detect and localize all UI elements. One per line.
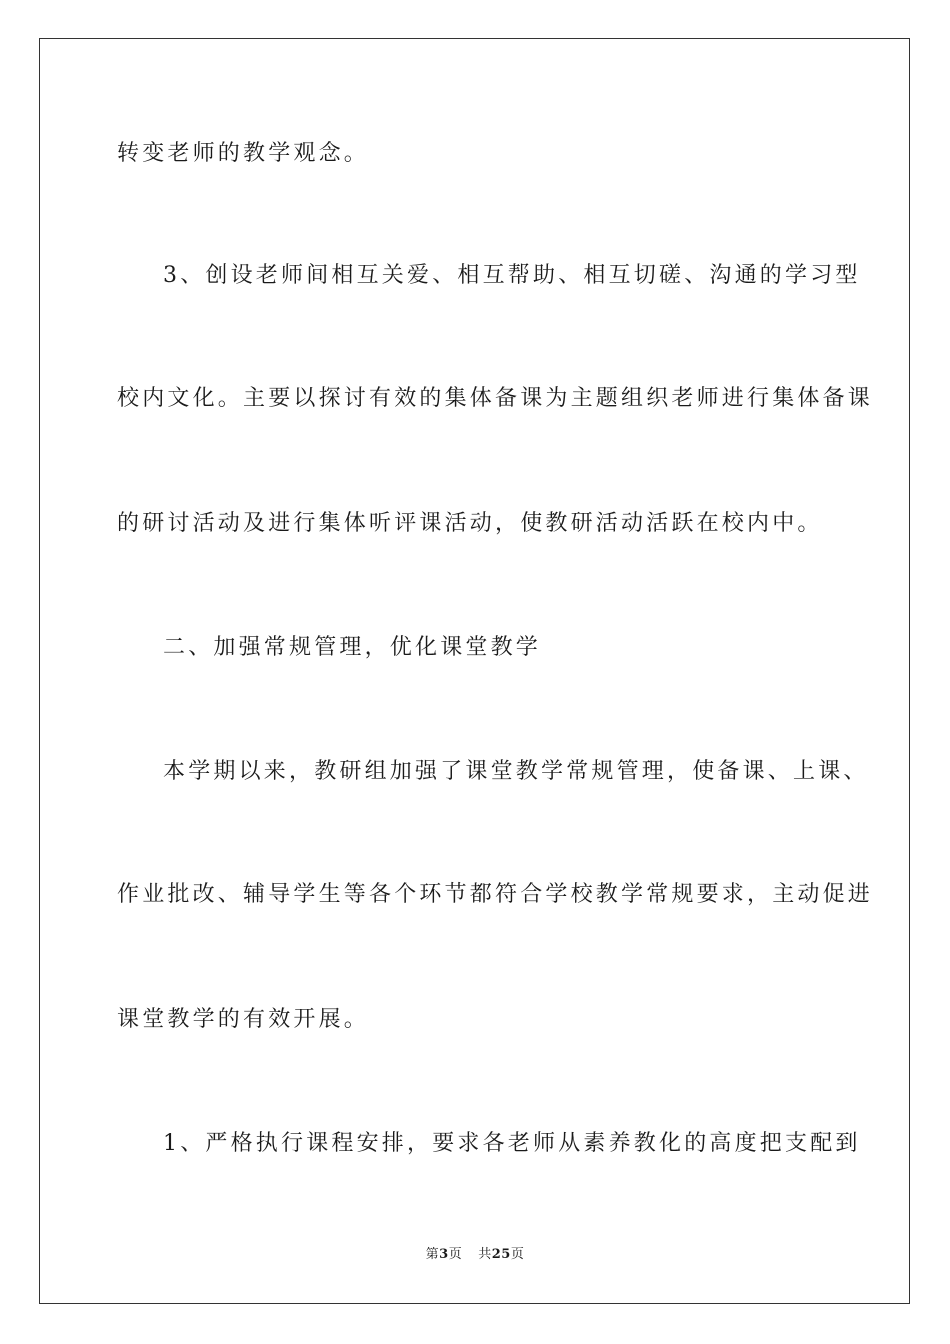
total-suffix: 页 [510,1247,525,1262]
total-pages: 25 [491,1247,511,1262]
paragraph-line: 3、创设老师间相互关爱、相互帮助、相互切磋、沟通的学习型 [163,263,861,288]
paragraph-line: 1、严格执行课程安排，要求各老师从素养教化的高度把支配到 [163,1131,861,1156]
page-suffix: 页 [448,1247,463,1262]
page-number: 3 [439,1247,449,1262]
paragraph-line: 的研讨活动及进行集体听评课活动，使教研活动活跃在校内中。 [117,511,823,536]
page-border [39,38,910,1304]
paragraph-line: 作业批改、辅导学生等各个环节都符合学校教学常规要求，主动促进 [117,882,874,907]
paragraph-line: 校内文化。主要以探讨有效的集体备课为主题组织老师进行集体备课 [117,386,874,411]
paragraph-line: 转变老师的教学观念。 [117,141,370,166]
section-heading: 二、加强常规管理，优化课堂教学 [163,635,542,660]
paragraph-line: 课堂教学的有效开展。 [117,1007,370,1032]
page-prefix: 第 [425,1247,440,1262]
paragraph-line: 本学期以来，教研组加强了课堂教学常规管理，使备课、上课、 [163,759,869,784]
page-footer [0,1246,950,1264]
total-prefix: 共 [478,1247,492,1262]
